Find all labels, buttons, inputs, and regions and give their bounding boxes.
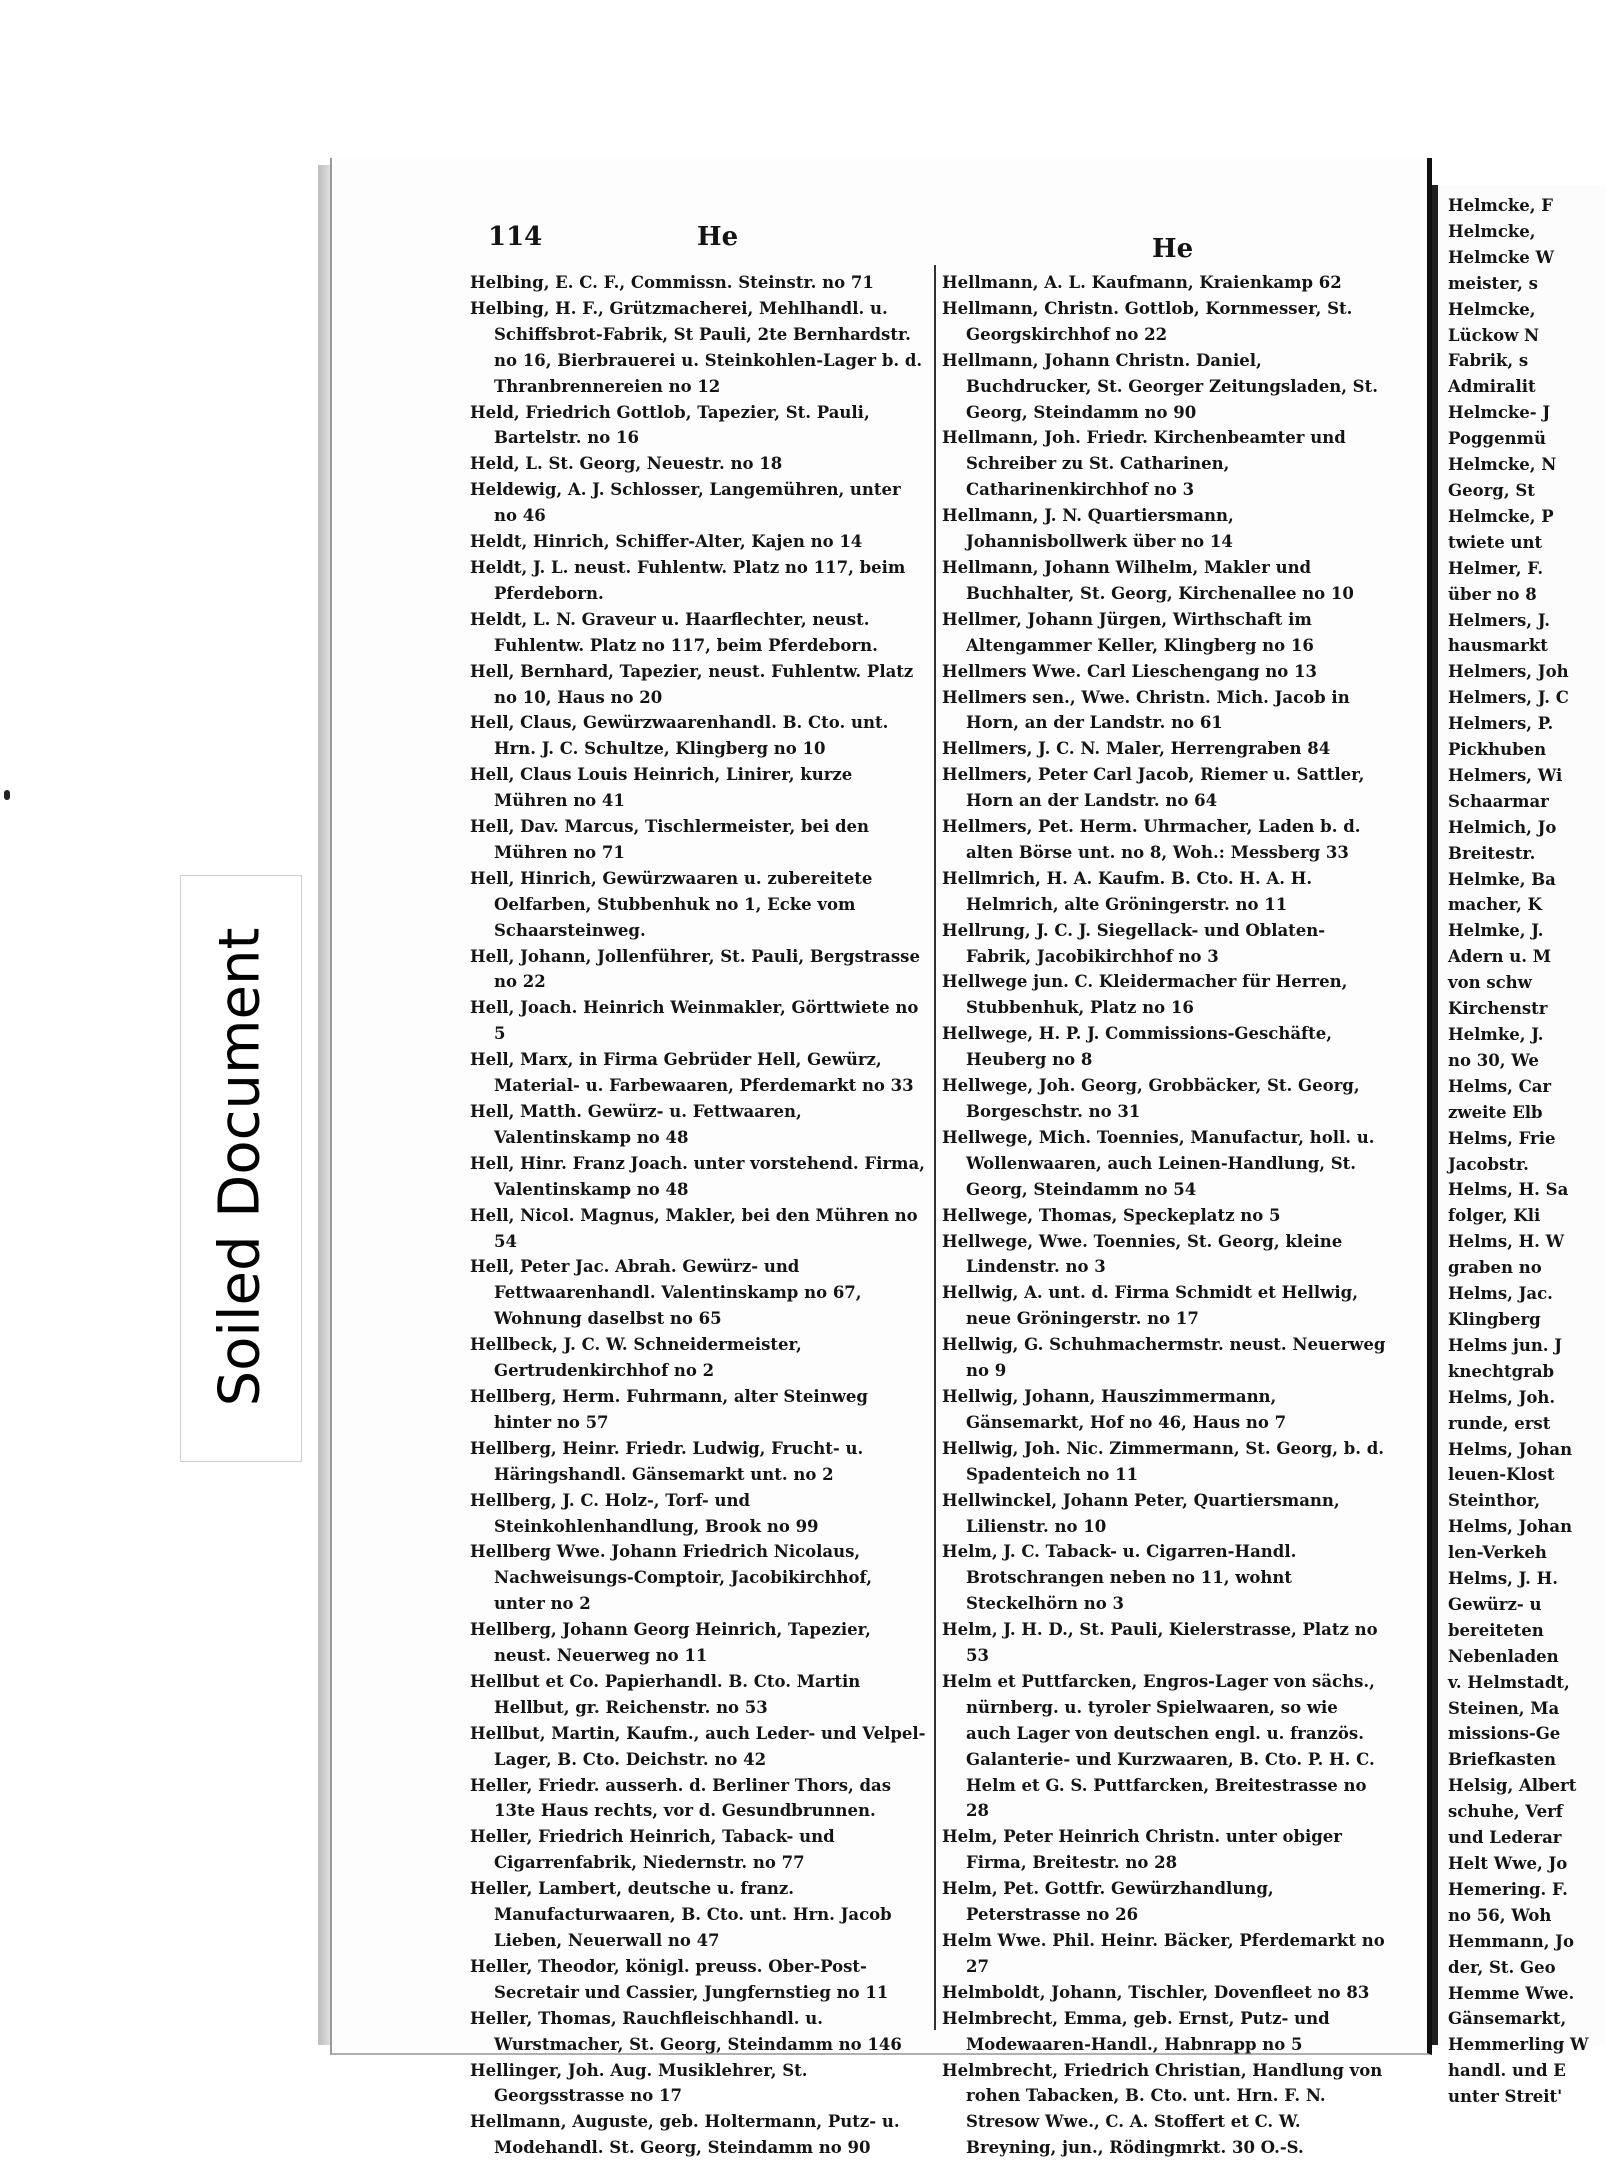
- edge-fragment: Pickhuben: [1448, 740, 1547, 760]
- edge-fragment: len-Verkeh: [1448, 1543, 1547, 1563]
- directory-entry: Hell, Claus, Gewürzwaarenhandl. B. Cto. unt. Hrn. J. C. Schultze, Klingberg no 10: [470, 713, 889, 759]
- edge-fragment: twiete unt: [1448, 532, 1543, 552]
- directory-entry: Hellwege, H. P. J. Commissions-Geschäfte, Heuberg no 8: [942, 1024, 1332, 1070]
- directory-entry: Hellbeck, J. C. W. Schneidermeister, Gertrudenkirchhof no 2: [470, 1335, 802, 1381]
- edge-fragment: no 30, We: [1448, 1050, 1539, 1070]
- edge-fragment: schuhe, Verf: [1448, 1802, 1563, 1822]
- edge-fragment: über no 8: [1448, 584, 1537, 604]
- edge-fragment: Helt Wwe, Jo: [1448, 1854, 1568, 1873]
- directory-entry: Heller, Thomas, Rauchfleischhandl. u. Wurstmacher, St. Georg, Steindamm no 146: [470, 2008, 902, 2054]
- directory-entry: Hellwig, Johann, Hauszimmermann, Gänsemarkt, Hof no 46, Haus no 7: [942, 1386, 1287, 1432]
- directory-entry: Hellberg, Heinr. Friedr. Ludwig, Frucht- u. Häringshandl. Gänsemarkt unt. no 2: [470, 1438, 864, 1484]
- edge-fragment: Admiralit: [1448, 377, 1536, 397]
- edge-fragment: Helms, Johan: [1448, 1517, 1573, 1537]
- directory-entry: Hellberg, Johann Georg Heinrich, Tapezier, neust. Neuerweg no 11: [470, 1620, 871, 1666]
- edge-fragment: Helmcke,: [1448, 299, 1536, 319]
- edge-fragment: Helms, Frie: [1448, 1128, 1556, 1148]
- edge-fragment: hausmarkt: [1448, 636, 1548, 656]
- directory-entry: Helm et Puttfarcken, Engros-Lager von sächs., nürnberg. u. tyroler Spielwaaren, so wie auch Lager von deutschen engl. u. französ. Galanterie- und Kurzwaaren, B. Cto. P. H. C. Helm et G. S. Puttfarcken, Breitestrasse no 28: [942, 1671, 1375, 1821]
- directory-entry: Helbing, H. F., Grützmacherei, Mehlhandl. u. Schiffsbrot-Fabrik, St Pauli, 2te Bernhardstr. no 16, Bierbrauerei u. Steinkohlen-Lager b. d. Thranbrennereien no 12: [470, 298, 923, 396]
- edge-fragment: Helmcke, F: [1448, 196, 1553, 215]
- soiled-document-label: Soiled Document: [207, 927, 273, 1407]
- edge-fragment: und Lederar: [1448, 1828, 1562, 1848]
- running-header-left: He: [697, 222, 739, 252]
- left-column: [470, 270, 928, 2161]
- adjacent-page: [1432, 185, 1606, 2107]
- directory-entry: Hell, Peter Jac. Abrah. Gewürz- und Fettwaarenhandl. Valentinskamp no 67, Wohnung daselbst no 65: [470, 1257, 862, 1329]
- directory-entry: Held, Friedrich Gottlob, Tapezier, St. Pauli, Bartelstr. no 16: [470, 402, 870, 448]
- edge-fragment: zweite Elb: [1448, 1102, 1543, 1122]
- edge-fragment: Breitestr.: [1448, 843, 1536, 863]
- directory-entry: Hell, Nicol. Magnus, Makler, bei den Mühren no 54: [470, 1205, 918, 1251]
- directory-entry: Heller, Friedr. ausserh. d. Berliner Thors, das 13te Haus rechts, vor d. Gesundbrunnen.: [470, 1775, 892, 1821]
- edge-fragment: bereiteten: [1448, 1620, 1544, 1640]
- directory-entry: Heldt, Hinrich, Schiffer-Alter, Kajen no 14: [470, 532, 863, 552]
- edge-fragment: Helmcke,: [1448, 221, 1536, 241]
- directory-entry: Hellwege, Joh. Georg, Grobbäcker, St. Georg, Borgeschstr. no 31: [942, 1076, 1360, 1121]
- directory-entry: Helbing, E. C. F., Commissn. Steinstr. no 71: [470, 273, 874, 292]
- edge-fragment: Helms, Joh.: [1448, 1387, 1556, 1407]
- edge-fragment: von schw: [1448, 973, 1532, 993]
- edge-fragment: Jacobstr.: [1448, 1154, 1529, 1174]
- edge-fragment: Steinthor,: [1448, 1491, 1541, 1511]
- directory-entry: Hellwege, Wwe. Toennies, St. Georg, kleine Lindenstr. no 3: [942, 1231, 1343, 1277]
- directory-entry: Heldt, J. L. neust. Fuhlentw. Platz no 117, beim Pferdeborn.: [470, 557, 906, 603]
- edge-fragment: leuen-Klost: [1448, 1465, 1555, 1485]
- edge-fragment: Helmke, Ba: [1448, 869, 1556, 889]
- directory-entry: Hellwig, A. unt. d. Firma Schmidt et Hellwig, neue Gröningerstr. no 17: [942, 1283, 1358, 1329]
- directory-entry: Hell, Dav. Marcus, Tischlermeister, bei den Mühren no 71: [470, 817, 870, 862]
- edge-fragment: Hemering. F.: [1448, 1879, 1568, 1899]
- directory-entry: Hellmers, Pet. Herm. Uhrmacher, Laden b. d. alten Börse unt. no 8, Woh.: Messberg 33: [942, 817, 1361, 862]
- directory-entry: Hellmann, Joh. Friedr. Kirchenbeamter und Schreiber zu St. Catharinen, Catharinenkirchhof no 3: [942, 428, 1346, 500]
- edge-fragment: unter Streit': [1448, 2087, 1563, 2107]
- directory-entry: Hellmrich, H. A. Kaufm. B. Cto. H. A. H. Helmrich, alte Gröningerstr. no 11: [942, 868, 1313, 914]
- directory-entry: Hellmers, J. C. N. Maler, Herrengraben 84: [942, 739, 1331, 759]
- edge-fragment: Hemmerling W: [1448, 2035, 1589, 2055]
- edge-fragment: knechtgrab: [1448, 1361, 1555, 1381]
- directory-entry: Hellmann, Johann Christn. Daniel, Buchdrucker, St. Georger Zeitungsladen, St. Georg, Steindamm no 90: [942, 350, 1378, 422]
- speck-mark: [4, 790, 10, 800]
- edge-fragment: Helms, H. W: [1448, 1232, 1565, 1252]
- edge-fragment: Helmers, P.: [1448, 714, 1554, 734]
- edge-fragment: Klingberg: [1448, 1309, 1541, 1329]
- column-divider: [934, 265, 936, 2030]
- directory-entry: Helm, J. C. Taback- u. Cigarren-Handl. Brotschrangen neben no 11, wohnt Steckelhörn no 3: [942, 1542, 1297, 1614]
- edge-fragment: Helsig, Albert: [1448, 1776, 1577, 1796]
- directory-entry: Helmbrecht, Friedrich Christian, Handlung von rohen Tabacken, B. Cto. unt. Hrn. F. N. Stresow Wwe., C. A. Stoffert et C. W. Breyning, jun., Rödingmrkt. 30 O.-S.: [942, 2060, 1383, 2158]
- edge-fragment: Hemmann, Jo: [1448, 1931, 1574, 1951]
- edge-fragment: no 56, Woh: [1448, 1905, 1552, 1925]
- edge-fragment: Helmke, J.: [1448, 1025, 1544, 1044]
- edge-fragment: Steinen, Ma: [1448, 1698, 1560, 1718]
- edge-fragment: Helmcke, N: [1448, 455, 1557, 475]
- edge-fragment: Helmers, J.: [1448, 610, 1551, 630]
- directory-entry: Hell, Johann, Jollenführer, St. Pauli, Bergstrasse no 22: [470, 946, 920, 992]
- directory-entry: Hellwege jun. C. Kleidermacher für Herren, Stubbenhuk, Platz no 16: [942, 972, 1348, 1018]
- edge-fragment: Poggenmü: [1448, 429, 1546, 449]
- edge-fragment: Lückow N: [1448, 325, 1540, 345]
- edge-fragment: der, St. Geo: [1448, 1957, 1556, 1977]
- directory-entry: Hell, Hinr. Franz Joach. unter vorstehend. Firma, Valentinskamp no 48: [470, 1153, 925, 1199]
- directory-entry: Hellbut, Martin, Kaufm., auch Leder- und Velpel-Lager, B. Cto. Deichstr. no 42: [470, 1723, 926, 1769]
- directory-entry: Hellmers Wwe. Carl Lieschengang no 13: [942, 661, 1317, 681]
- edge-fragment: Helms, Jac.: [1448, 1284, 1553, 1304]
- directory-entry: Heldt, L. N. Graveur u. Haarflechter, neust. Fuhlentw. Platz no 117, beim Pferdeborn.: [470, 609, 878, 655]
- directory-entry: Heller, Friedrich Heinrich, Taback- und Cigarrenfabrik, Niedernstr. no 77: [470, 1827, 835, 1873]
- edge-fragment: Helms jun. J: [1448, 1335, 1563, 1355]
- edge-fragment: Adern u. M: [1448, 947, 1552, 967]
- right-column: [942, 270, 1387, 2161]
- directory-entry: Hell, Hinrich, Gewürzwaaren u. zubereitete Oelfarben, Stubbenhuk no 1, Ecke vom Schaarsteinweg.: [470, 868, 873, 940]
- edge-fragment: Helmers, Joh: [1448, 662, 1569, 682]
- directory-entry: Hellberg, Herm. Fuhrmann, alter Steinweg hinter no 57: [470, 1386, 868, 1432]
- directory-entry: Heller, Theodor, königl. preuss. Ober-Post-Secretair und Cassier, Jungfernstieg no 11: [470, 1956, 889, 2002]
- directory-entry: Hell, Bernhard, Tapezier, neust. Fuhlentw. Platz no 10, Haus no 20: [470, 661, 914, 707]
- edge-fragment: Gänsemarkt,: [1448, 2009, 1567, 2029]
- edge-fragment: Schaarmar: [1448, 791, 1549, 811]
- edge-fragment: macher, K: [1448, 895, 1543, 915]
- directory-entry: Hellmann, Johann Wilhelm, Makler und Buchhalter, St. Georg, Kirchenallee no 10: [942, 557, 1354, 603]
- directory-entry: Hellwig, Joh. Nic. Zimmermann, St. Georg, b. d. Spadenteich no 11: [942, 1438, 1385, 1484]
- directory-entry: Hellwege, Mich. Toennies, Manufactur, holl. u. Wollenwaaren, auch Leinen-Handlung, St. Georg, Steindamm no 54: [942, 1127, 1375, 1199]
- edge-fragment: Helmers, Wi: [1448, 765, 1563, 785]
- directory-entry: Heller, Lambert, deutsche u. franz. Manufacturwaaren, B. Cto. unt. Hrn. Jacob Lieben, Neuerwall no 47: [470, 1879, 892, 1950]
- directory-entry: Held, L. St. Georg, Neuestr. no 18: [470, 454, 783, 474]
- directory-entry: Helm, J. H. D., St. Pauli, Kielerstrasse, Platz no 53: [942, 1620, 1378, 1666]
- directory-entry: Helm, Pet. Gottfr. Gewürzhandlung, Peterstrasse no 26: [942, 1879, 1274, 1925]
- directory-entry: Hellmer, Johann Jürgen, Wirthschaft im Altengammer Keller, Klingberg no 16: [942, 609, 1314, 655]
- directory-entry: Hell, Marx, in Firma Gebrüder Hell, Gewürz, Material- u. Farbewaaren, Pferdemarkt no 33: [470, 1050, 914, 1096]
- edge-fragment: Briefkasten: [1448, 1750, 1557, 1770]
- edge-fragment: Georg, St: [1448, 480, 1535, 500]
- edge-column: [1448, 193, 1608, 2110]
- directory-entry: Hell, Matth. Gewürz- u. Fettwaaren, Valentinskamp no 48: [470, 1102, 802, 1147]
- edge-fragment: missions-Ge: [1448, 1724, 1561, 1744]
- edge-fragment: Helms, Car: [1448, 1076, 1552, 1096]
- edge-fragment: Helmcke, P: [1448, 506, 1554, 526]
- directory-entry: Hellmers, Peter Carl Jacob, Riemer u. Sattler, Horn an der Landstr. no 64: [942, 765, 1365, 811]
- edge-fragment: Helmcke W: [1448, 247, 1555, 267]
- directory-entry: Hellwege, Thomas, Speckeplatz no 5: [942, 1205, 1281, 1225]
- page-number: 114: [488, 222, 543, 252]
- edge-fragment: Fabrik, s: [1448, 351, 1529, 371]
- edge-fragment: Hemme Wwe.: [1448, 1983, 1575, 2003]
- edge-fragment: Helms, H. Sa: [1448, 1180, 1569, 1200]
- directory-entry: Helm, Peter Heinrich Christn. unter obiger Firma, Breitestr. no 28: [942, 1827, 1342, 1873]
- directory-entry: Hellmers sen., Wwe. Christn. Mich. Jacob in Horn, an der Landstr. no 61: [942, 687, 1350, 733]
- edge-fragment: Gewürz- u: [1448, 1594, 1542, 1614]
- edge-fragment: graben no: [1448, 1258, 1542, 1278]
- edge-fragment: folger, Kli: [1448, 1206, 1541, 1226]
- directory-entry: Hellinger, Joh. Aug. Musiklehrer, St. Georgsstrasse no 17: [470, 2060, 808, 2106]
- directory-entry: Hellberg, J. C. Holz-, Torf- und Steinkohlenhandlung, Brook no 99: [470, 1490, 819, 1536]
- directory-entry: Hell, Claus Louis Heinrich, Linirer, kurze Mühren no 41: [470, 765, 853, 811]
- edge-fragment: Helmcke- J: [1448, 403, 1551, 423]
- directory-entry: Hellberg Wwe. Johann Friedrich Nicolaus, Nachweisungs-Comptoir, Jacobikirchhof, unter no 2: [470, 1542, 873, 1614]
- directory-entry: Hellbut et Co. Papierhandl. B. Cto. Martin Hellbut, gr. Reichenstr. no 53: [470, 1671, 861, 1717]
- directory-entry: Helmbrecht, Emma, geb. Ernst, Putz- und Modewaaren-Handl., Habnrapp no 5: [942, 2008, 1330, 2054]
- edge-fragment: meister, s: [1448, 273, 1538, 293]
- edge-fragment: Helmers, J. C: [1448, 688, 1569, 708]
- edge-fragment: handl. und E: [1448, 2061, 1566, 2081]
- edge-fragment: Helmer, F.: [1448, 558, 1544, 578]
- directory-entry: Hellmann, Auguste, geb. Holtermann, Putz- u. Modehandl. St. Georg, Steindamm no 90: [470, 2112, 900, 2158]
- edge-fragment: Kirchenstr: [1448, 999, 1548, 1019]
- directory-entry: Helm Wwe. Phil. Heinr. Bäcker, Pferdemarkt no 27: [942, 1931, 1385, 1976]
- edge-fragment: Helms, J. H.: [1448, 1569, 1558, 1589]
- directory-entry: Heldewig, A. J. Schlosser, Langemühren, unter no 46: [470, 480, 901, 526]
- edge-fragment: Nebenladen: [1448, 1646, 1559, 1666]
- edge-fragment: Helmke, J.: [1448, 921, 1544, 941]
- edge-fragment: v. Helmstadt,: [1448, 1672, 1570, 1692]
- directory-entry: Hellrung, J. C. J. Siegellack- und Oblaten-Fabrik, Jacobikirchhof no 3: [942, 920, 1326, 966]
- edge-fragment: runde, erst: [1448, 1413, 1551, 1433]
- directory-entry: Hellmann, J. N. Quartiersmann, Johannisbollwerk über no 14: [942, 506, 1234, 552]
- edge-fragment: Helms, Johan: [1448, 1439, 1573, 1459]
- directory-entry: Helmboldt, Johann, Tischler, Dovenfleet no 83: [942, 1982, 1370, 2002]
- running-header-right: He: [1152, 234, 1194, 264]
- directory-entry: Hellmann, Christn. Gottlob, Kornmesser, St. Georgskirchhof no 22: [942, 298, 1353, 344]
- directory-entry: Hellwinckel, Johann Peter, Quartiersmann, Lilienstr. no 10: [942, 1490, 1340, 1536]
- directory-entry: Hellwig, G. Schuhmachermstr. neust. Neuerweg no 9: [942, 1335, 1386, 1381]
- edge-fragment: Helmich, Jo: [1448, 817, 1557, 837]
- directory-entry: Hellmann, A. L. Kaufmann, Kraienkamp 62: [942, 273, 1342, 292]
- directory-entry: Hell, Joach. Heinrich Weinmakler, Görttwiete no 5: [470, 998, 919, 1044]
